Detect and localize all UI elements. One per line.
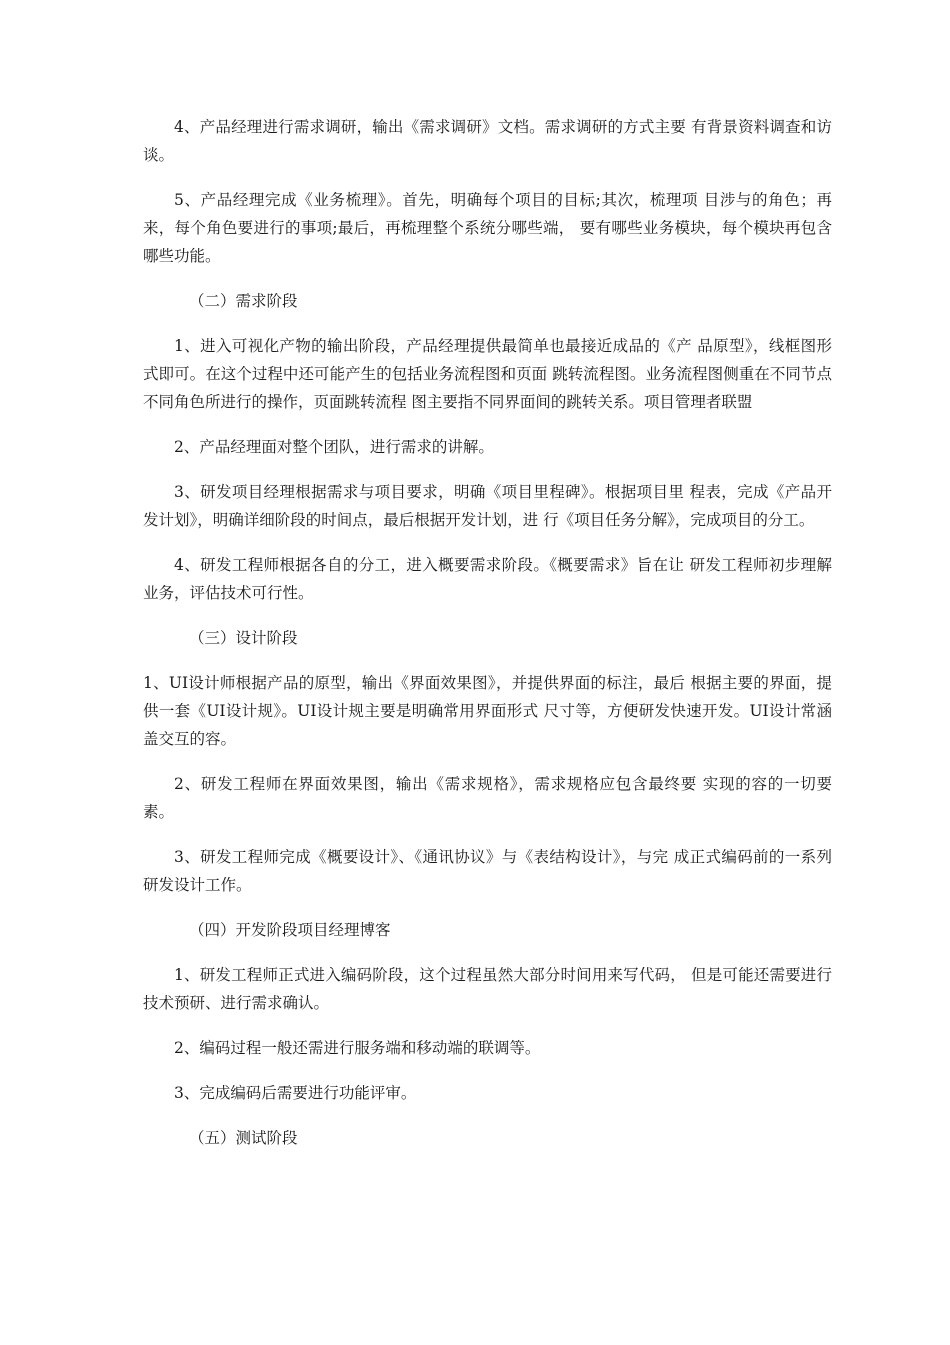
- section-heading-development: （四）开发阶段项目经理博客: [189, 921, 391, 939]
- paragraph-prototype: 1、进入可视化产物的输出阶段，产品经理提供最简单也最接近成品的《产 品原型》，线框图形式即可。在这个过程中还可能产生的包括业务流程图和页面 跳转流程图。业务流程图侧重在不同节点不同角色所进行的操作，页面跳转流程 图主要指不同界面间的跳转关系。项目管理者联盟: [143, 337, 832, 411]
- paragraph-integration: 2、编码过程一般还需进行服务端和移动端的联调等。: [174, 1039, 541, 1057]
- section-heading-requirements: （二）需求阶段: [189, 292, 298, 310]
- section-heading-design: （三）设计阶段: [189, 629, 298, 647]
- paragraph-business-review: 5、产品经理完成《业务梳理》。首先，明确每个项目的目标;其次，梳理项 目涉与的角色；再来，每个角色要进行的事项;最后，再梳理整个系统分哪些端， 要有哪些业务模块，每个模块再包含哪些功能。: [143, 191, 832, 265]
- paragraph-ui-design: 1、UI设计师根据产品的原型，输出《界面效果图》，并提供界面的标注，最后 根据主要的界面，提供一套《UI设计规》。UI设计规主要是明确常用界面形式 尺寸等，方便研发快速开发。UI设计常涵盖交互的容。: [143, 674, 832, 748]
- section-heading-testing: （五）测试阶段: [189, 1129, 298, 1147]
- paragraph-review: 3、完成编码后需要进行功能评审。: [174, 1084, 417, 1102]
- paragraph-coding: 1、研发工程师正式进入编码阶段，这个过程虽然大部分时间用来写代码， 但是可能还需要进行技术预研、进行需求确认。: [143, 966, 832, 1012]
- paragraph-requirement-briefing: 2、产品经理面对整个团队，进行需求的讲解。: [174, 438, 494, 456]
- paragraph-requirement-spec: 2、研发工程师在界面效果图，输出《需求规格》，需求规格应包含最终要 实现的容的一切要素。: [143, 775, 832, 821]
- paragraph-requirement-research: 4、产品经理进行需求调研，输出《需求调研》文档。需求调研的方式主要 有背景资料调查和访谈。: [143, 118, 832, 164]
- paragraph-outline-design: 3、研发工程师完成《概要设计》、《通讯协议》与《表结构设计》，与完 成正式编码前的一系列研发设计工作。: [143, 848, 832, 894]
- paragraph-outline-requirements: 4、研发工程师根据各自的分工，进入概要需求阶段。《概要需求》旨在让 研发工程师初步理解业务，评估技术可行性。: [143, 556, 832, 602]
- paragraph-milestones: 3、研发项目经理根据需求与项目要求，明确《项目里程碑》。根据项目里 程表，完成《产品开发计划》，明确详细阶段的时间点，最后根据开发计划，进 行《项目任务分解》，完成项目的分工。: [143, 483, 832, 529]
